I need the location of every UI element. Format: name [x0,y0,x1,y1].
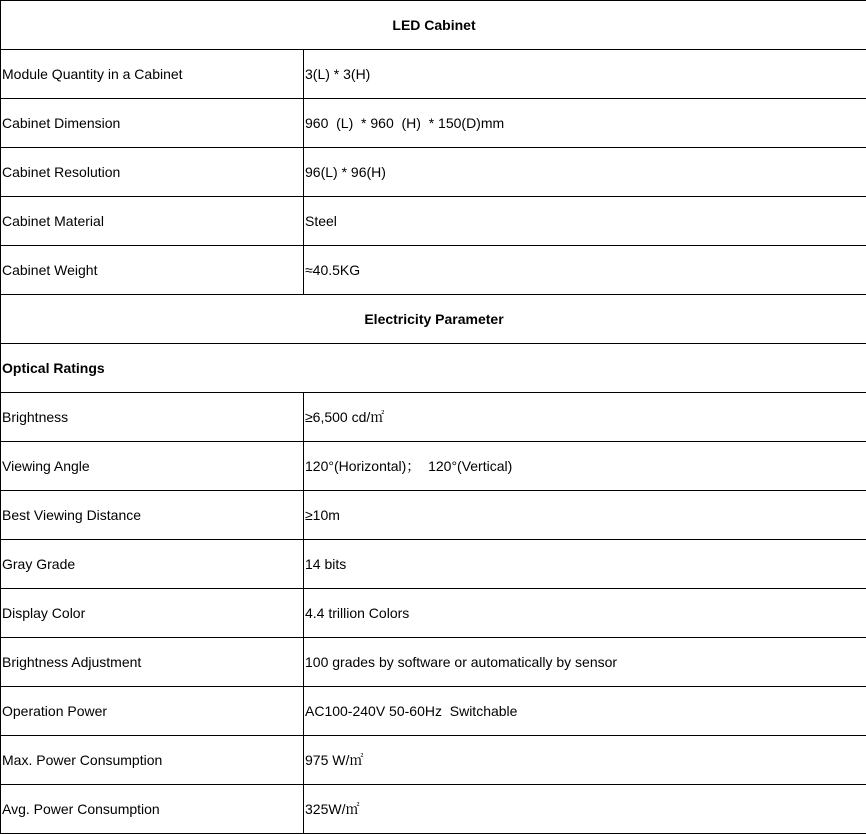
table-row [1,99,866,148]
row-label: Brightness Adjustment [1,638,304,687]
row-value: Steel [304,197,866,246]
row-value: ≥10m [304,491,866,540]
table-row [1,50,866,99]
table-row [1,246,866,295]
row-label: Brightness [1,393,304,442]
row-value: 325W/㎡ [304,785,866,834]
section-heading-optical: Optical Ratings [1,344,866,393]
table-row [1,491,866,540]
row-label: Cabinet Weight [1,246,304,295]
row-value: 3(L) * 3(H) [304,50,866,99]
row-label: Module Quantity in a Cabinet [1,50,304,99]
row-label: Display Color [1,589,304,638]
row-value: ≥6,500 cd/㎡ [304,393,866,442]
table-row [1,736,866,785]
section-row-electricity [1,295,866,344]
row-value: 4.4 trillion Colors [304,589,866,638]
row-label: Cabinet Material [1,197,304,246]
section-heading-led-cabinet: LED Cabinet [1,1,866,50]
table-row [1,687,866,736]
row-label: Operation Power [1,687,304,736]
row-value: 96(L) * 96(H) [304,148,866,197]
row-value: 120°(Horizontal)； 120°(Vertical) [304,442,866,491]
row-label: Cabinet Resolution [1,148,304,197]
section-row-optical [1,344,866,393]
table-row [1,638,866,687]
table-row [1,442,866,491]
row-value: 960 (L) * 960 (H) * 150(D)mm [304,99,866,148]
row-value: 14 bits [304,540,866,589]
table-row [1,148,866,197]
table-row [1,393,866,442]
row-label: Best Viewing Distance [1,491,304,540]
table-row [1,589,866,638]
table-row [1,785,866,834]
row-label: Viewing Angle [1,442,304,491]
row-value: 975 W/㎡ [304,736,866,785]
row-value: ≈40.5KG [304,246,866,295]
section-heading-electricity: Electricity Parameter [1,295,866,344]
row-label: Gray Grade [1,540,304,589]
table-row [1,540,866,589]
row-label: Cabinet Dimension [1,99,304,148]
row-value: 100 grades by software or automatically by sensor [304,638,866,687]
row-value: AC100-240V 50-60Hz Switchable [304,687,866,736]
row-label: Max. Power Consumption [1,736,304,785]
section-row-led-cabinet [1,1,866,50]
row-label: Avg. Power Consumption [1,785,304,834]
table-row [1,197,866,246]
